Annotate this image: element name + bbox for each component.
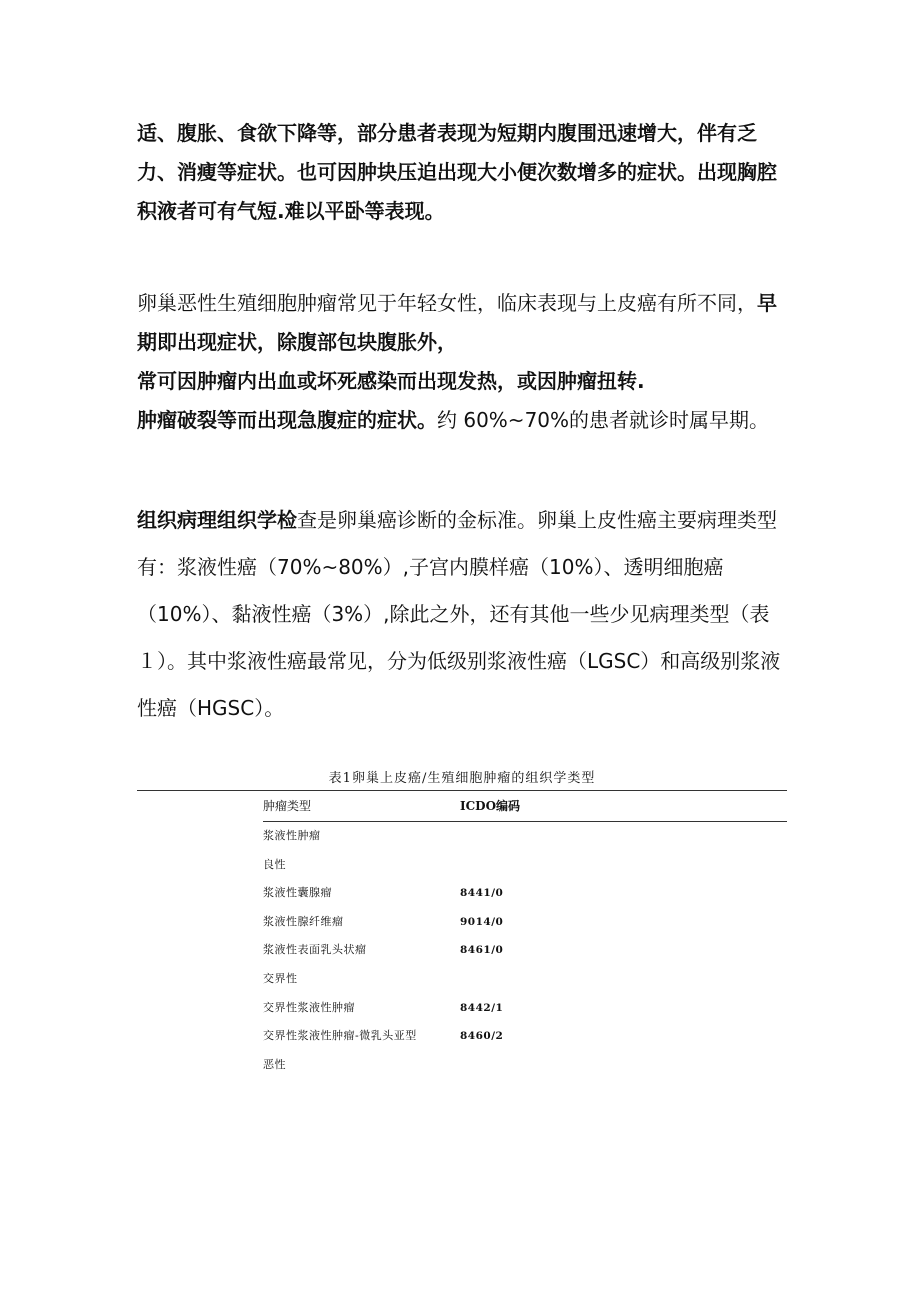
header-tumor-type: 肿瘤类型 <box>263 799 312 813</box>
germ-cell-bold-1: 早期即出现症状，除腹部包块腹胀外， <box>137 291 777 354</box>
row-name: 浆液性囊腺瘤 <box>263 886 332 900</box>
pathology-text: 查是卵巢癌诊断的金标准。卵巢上皮性癌主要病理类型有：浆液性癌（70%~80%）,子宫内膜样癌（10%）、透明细胞癌（10%）、黏液性癌（3%）,除此之外，还有其他一些少见病理类型（表１）。其中浆液性癌最常见，分为低级别浆液性癌（LGSC）和高级别浆液性癌（HGSC）。 <box>137 508 781 720</box>
row-name: 交界性浆液性肿瘤 <box>263 1000 355 1014</box>
table-row <box>263 1022 787 1051</box>
table-row <box>263 822 787 851</box>
header-icdo-code: ICDO编码 <box>460 799 521 813</box>
germ-cell-text-2: 约 60%~70%的患者就诊时属早期。 <box>437 408 770 432</box>
row-name: 浆液性表面乳头状瘤 <box>263 943 367 957</box>
table-row <box>263 936 787 965</box>
row-name: 良性 <box>263 857 286 871</box>
row-code: 9014/0 <box>460 915 504 928</box>
table-header <box>263 791 787 822</box>
row-name: 浆液性肿瘤 <box>263 829 321 842</box>
row-name: 浆液性腺纤维瘤 <box>263 914 344 928</box>
histology-table <box>137 770 787 1079</box>
paragraph-symptoms <box>137 114 787 231</box>
table-row <box>263 994 787 1023</box>
germ-cell-bold-3: 肿瘤破裂等而出现急腹症的症状。 <box>137 408 437 432</box>
row-code: 8441/0 <box>460 887 504 900</box>
row-code: 8442/1 <box>460 1001 504 1014</box>
table-row <box>263 1051 787 1080</box>
table-row <box>263 965 787 994</box>
row-name: 交界性 <box>263 971 298 985</box>
table-body <box>263 822 787 1079</box>
table-caption: 表1卵巢上皮癌/生殖细胞肿瘤的组织学类型 <box>328 771 596 786</box>
row-name: 恶性 <box>263 1057 286 1071</box>
row-code: 8460/2 <box>460 1030 504 1043</box>
germ-cell-bold-2: 常可因肿瘤内出血或坏死感染而出现发热，或因肿瘤扭转. <box>137 369 645 393</box>
paragraph-symptoms-text: 适、腹胀、食欲下降等，部分患者表现为短期内腹围迅速增大，伴有乏力、消瘦等症状。也可因肿块压迫出现大小便次数增多的症状。出现胸腔积液者可有气短.难以平卧等表现。 <box>137 121 777 223</box>
row-code: 8461/0 <box>460 944 504 957</box>
row-name: 交界性浆液性肿瘤-微乳头亚型 <box>263 1029 417 1043</box>
table-row <box>263 908 787 937</box>
pathology-bold: 组织病理组织学检 <box>137 508 297 532</box>
table-row <box>263 879 787 908</box>
table-row <box>263 851 787 880</box>
paragraph-germ-cell-tumor <box>137 284 787 440</box>
germ-cell-text-1: 卵巢恶性生殖细胞肿瘤常见于年轻女性，临床表现与上皮癌有所不同， <box>137 291 757 315</box>
paragraph-pathology <box>137 497 792 732</box>
